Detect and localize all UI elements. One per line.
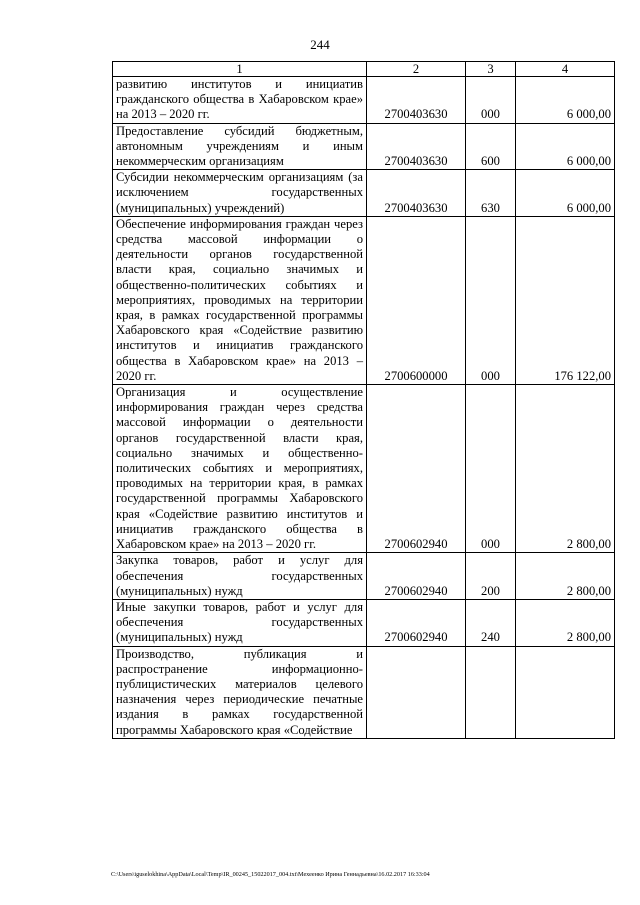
row-expense-type: 240 — [466, 599, 516, 646]
row-amount: 176 122,00 — [516, 216, 615, 384]
row-description: Предоставление субсидий бюджетным, автономным учреждениям и иным некоммерческим организациям — [113, 123, 367, 170]
table-header-row — [113, 62, 615, 77]
row-expense-type: 000 — [466, 385, 516, 553]
column-header: 3 — [466, 62, 516, 77]
row-description: Производство, публикация и распространение информационно-публицистических материалов целевого назначения через периодические печатные издания в рамках государственной программы Хабаровского края «Содействие — [113, 646, 367, 738]
row-description: развитию институтов и инициатив гражданского общества в Хабаровском крае» на 2013 – 2020 гг. — [113, 77, 367, 124]
row-description: Иные закупки товаров, работ и услуг для обеспечения государственных (муниципальных) нужд — [113, 599, 367, 646]
table-row — [113, 170, 615, 217]
row-expense-type: 000 — [466, 77, 516, 124]
column-header: 1 — [113, 62, 367, 77]
table-row — [113, 216, 615, 384]
row-target-code: 2700602940 — [367, 599, 466, 646]
page-number: 244 — [310, 37, 330, 52]
row-target-code: 2700602940 — [367, 385, 466, 553]
row-amount: 6 000,00 — [516, 170, 615, 217]
row-amount: 2 800,00 — [516, 385, 615, 553]
row-target-code: 2700403630 — [367, 170, 466, 217]
row-expense-type: 000 — [466, 216, 516, 384]
row-description: Закупка товаров, работ и услуг для обеспечения государственных (муниципальных) нужд — [113, 553, 367, 600]
table-row — [113, 77, 615, 124]
row-target-code: 2700602940 — [367, 553, 466, 600]
row-amount: 6 000,00 — [516, 123, 615, 170]
row-description: Субсидии некоммерческим организациям (за исключением государственных (муниципальных) учреждений) — [113, 170, 367, 217]
budget-table — [112, 61, 615, 739]
row-amount: 6 000,00 — [516, 77, 615, 124]
row-target-code: 2700403630 — [367, 77, 466, 124]
table-row — [113, 646, 615, 738]
row-amount — [516, 646, 615, 738]
file-path-footer: C:\Users\iguselokhina\AppData\Local\Temp\IR_00245_15022017_004.txt\Мехеенко Ирина Геннадьевна\16.02.2017 16:33:04 — [111, 871, 430, 878]
table-row — [113, 553, 615, 600]
row-amount: 2 800,00 — [516, 553, 615, 600]
table-row — [113, 123, 615, 170]
row-target-code: 2700403630 — [367, 123, 466, 170]
table-row — [113, 599, 615, 646]
row-expense-type: 200 — [466, 553, 516, 600]
row-target-code: 2700600000 — [367, 216, 466, 384]
row-amount: 2 800,00 — [516, 599, 615, 646]
row-description: Организация и осуществление информирования граждан через средства массовой информации о деятельности органов государственной власти края, социально значимых и общественно-политических событиях и мероприятиях, проводимых на территории края, в рамках государственной программы Хабаровского края «Содействие развитию институтов и инициатив гражданского общества в Хабаровском крае» на 2013 – 2020 гг. — [113, 385, 367, 553]
row-expense-type — [466, 646, 516, 738]
table-row — [113, 385, 615, 553]
row-expense-type: 630 — [466, 170, 516, 217]
row-expense-type: 600 — [466, 123, 516, 170]
row-description: Обеспечение информирования граждан через средства массовой информации о деятельности органов государственной власти края, социально значимых и общественно-политических событиях и мероприятиях, проводимых на территории края, в рамках государственной программы Хабаровского края «Содействие развитию институтов и инициатив гражданского общества в Хабаровском крае» на 2013 – 2020 гг. — [113, 216, 367, 384]
column-header: 2 — [367, 62, 466, 77]
column-header: 4 — [516, 62, 615, 77]
row-target-code — [367, 646, 466, 738]
